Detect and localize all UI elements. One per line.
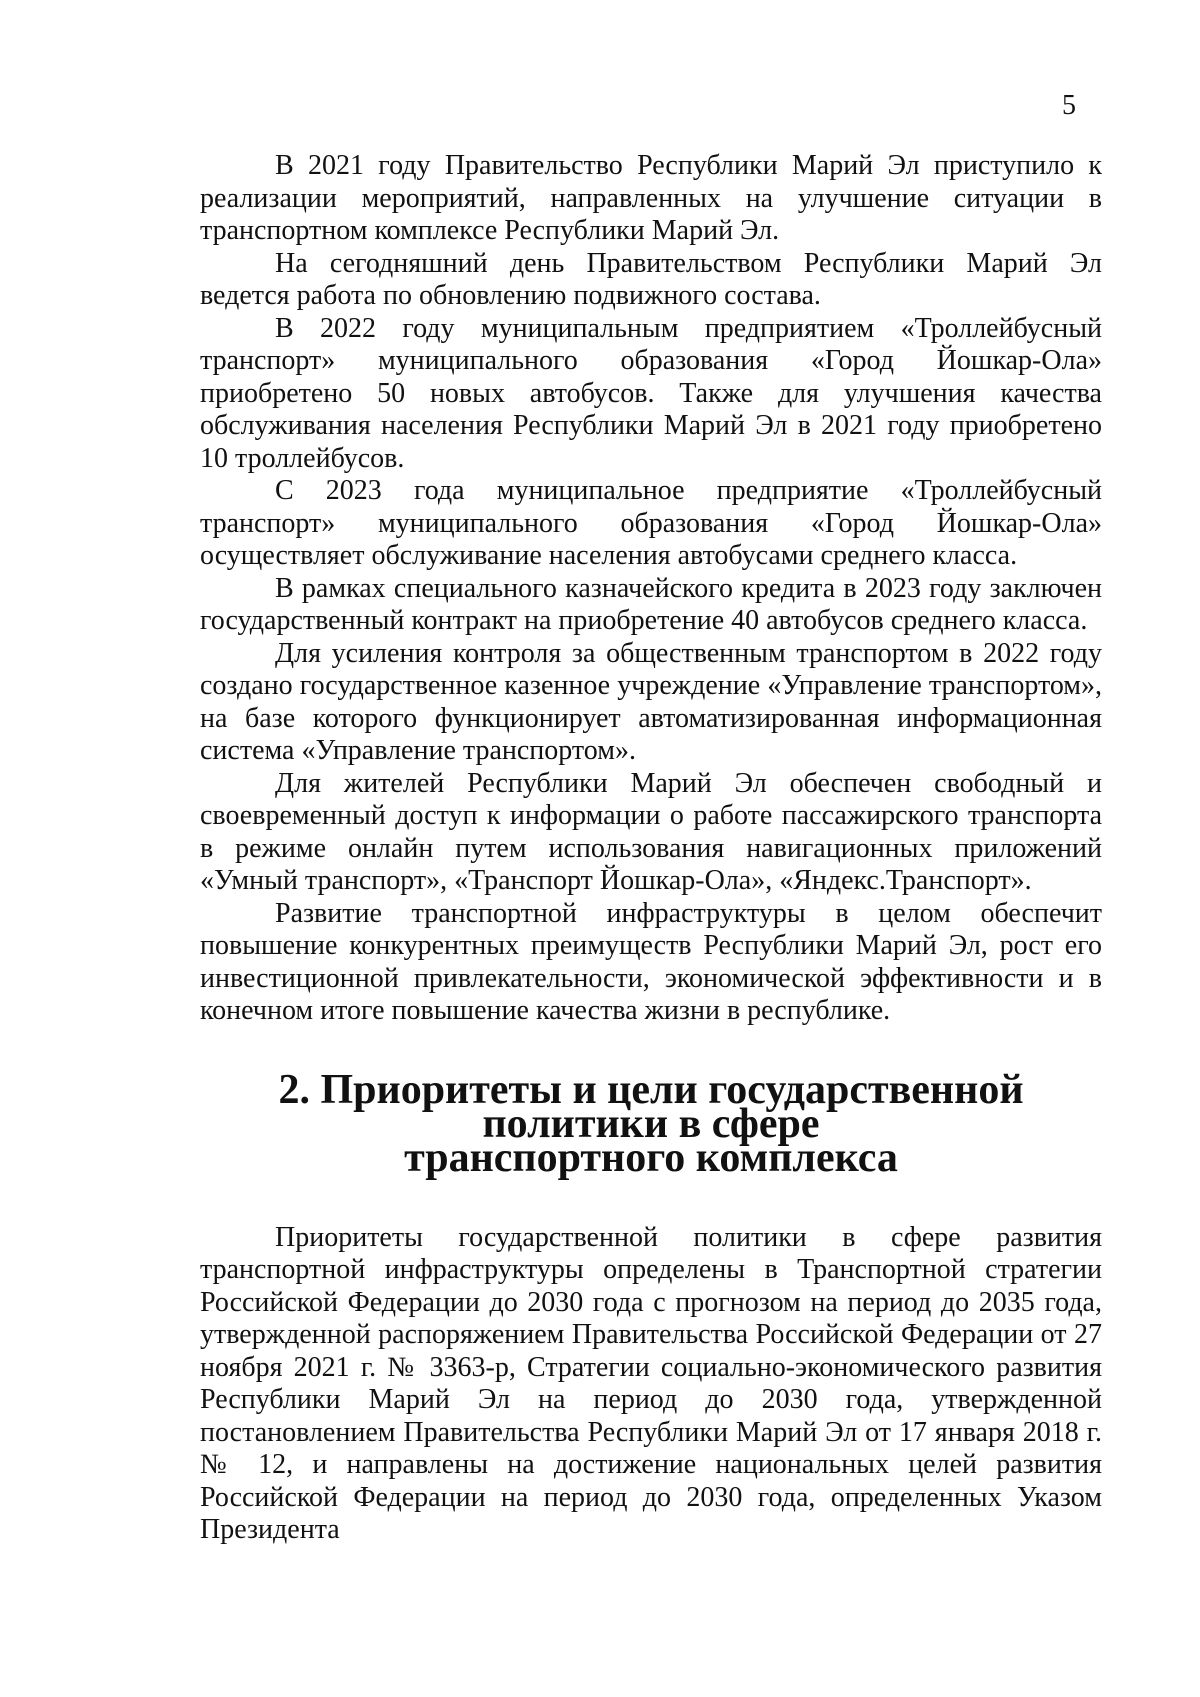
section-heading <box>200 1066 1102 1181</box>
paragraph: Для усиления контроля за общественным транспортом в 2022 году создано государственное казенное учреждение «Управление транспортом», на базе которого функционирует автоматизированная информационная система «Управление транспортом». <box>200 637 1102 766</box>
paragraph: В 2021 году Правительство Республики Марий Эл приступило к реализации мероприятий, направленных на улучшение ситуации в транспортном комплексе Республики Марий Эл. <box>200 150 1102 246</box>
paragraph: Развитие транспортной инфраструктуры в целом обеспечит повышение конкурентных преимуществ Республики Марий Эл, рост его инвестиционной привлекательности, экономической эффективности и в конечном итоге повышение качества жизни в республике. <box>200 897 1102 1026</box>
paragraph: Приоритеты государственной политики в сфере развития транспортной инфраструктуры определены в Транспортной стратегии Российской Федерации до 2030 года с прогнозом на период до 2035 года, утвержденной распоряжением Правительства Российской Федерации от 27 ноября 2021 г. № 3363-р, Стратегии социально-экономического развития Республики Марий Эл на период до 2030 года, утвержденной постановлением Правительства Республики Марий Эл от 17 января 2018 г. № 12, и направлены на достижение национальных целей развития Российской Федерации на период до 2030 года, определенных Указом Президента <box>200 1221 1102 1545</box>
page-number: 5 <box>1062 90 1076 121</box>
section-heading-line: транспортного комплекса <box>404 1134 898 1181</box>
paragraph: С 2023 года муниципальное предприятие «Троллейбусный транспорт» муниципального образования «Город Йошкар-Ола» осуществляет обслуживание населения автобусами среднего класса. <box>200 475 1102 571</box>
paragraph: В рамках специального казначейского кредита в 2023 году заключен государственный контракт на приобретение 40 автобусов среднего класса. <box>200 572 1102 636</box>
paragraph: На сегодняшний день Правительством Республики Марий Эл ведется работа по обновлению подвижного состава. <box>200 247 1102 311</box>
paragraph: Для жителей Республики Марий Эл обеспечен свободный и своевременный доступ к информации о работе пассажирского транспорта в режиме онлайн путем использования навигационных приложений «Умный транспорт», «Транспорт Йошкар-Ола», «Яндекс.Транспорт». <box>200 767 1102 896</box>
paragraph: В 2022 году муниципальным предприятием «Троллейбусный транспорт» муниципального образования «Город Йошкар-Ола» приобретено 50 новых автобусов. Также для улучшения качества обслуживания населения Республики Марий Эл в 2021 году приобретено 10 троллейбусов. <box>200 312 1102 474</box>
section-heading-line: 2. Приоритеты и цели государственной политики в сфере <box>278 1066 1024 1147</box>
document-body <box>200 150 1102 1547</box>
